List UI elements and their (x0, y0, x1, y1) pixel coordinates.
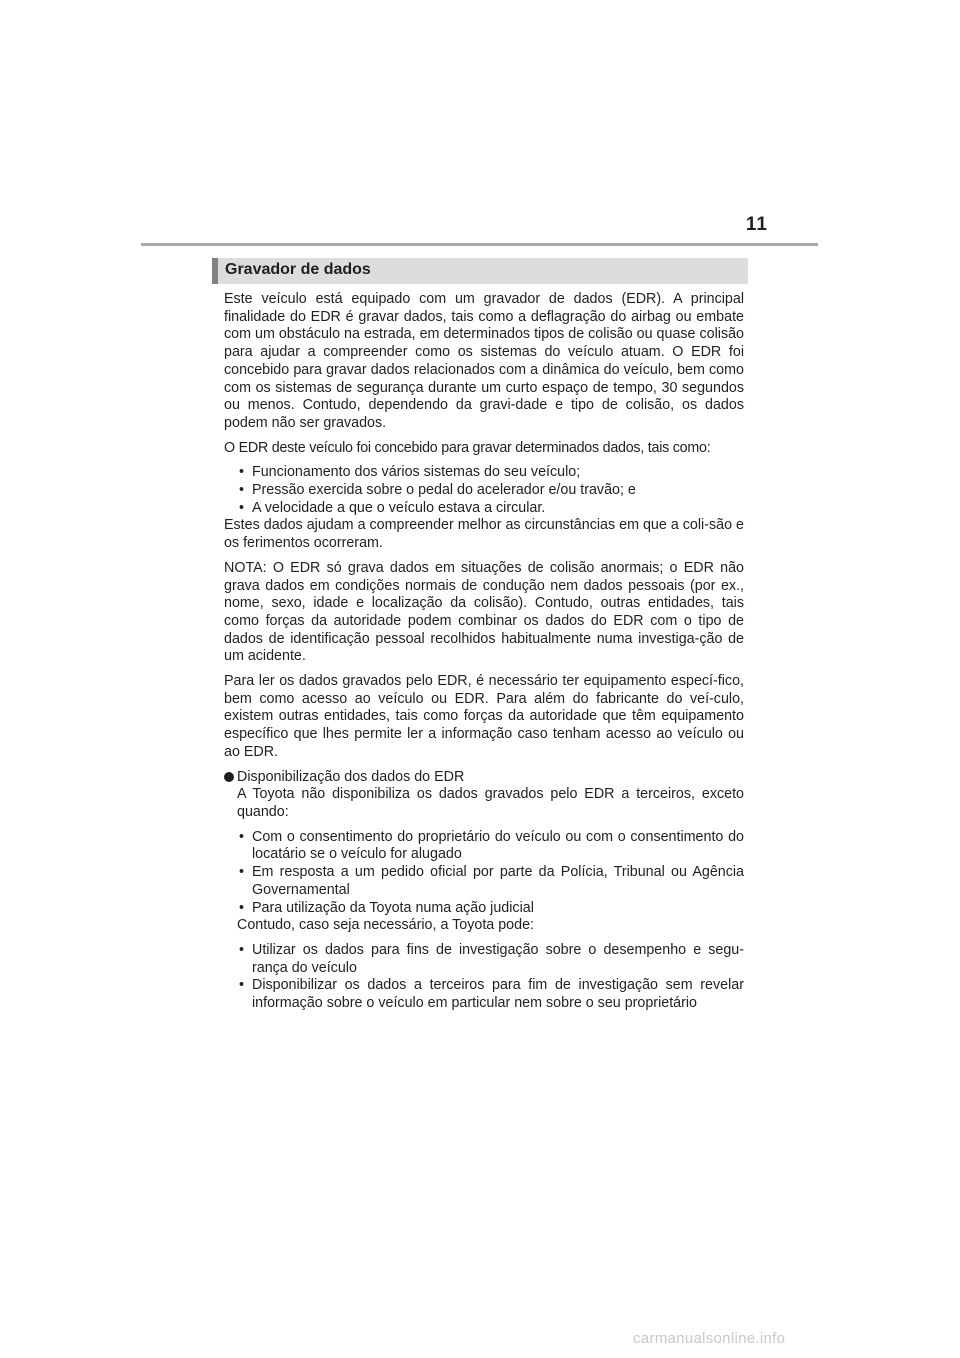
bullet-glyph: • (239, 977, 245, 994)
list-item: • Disponibilizar os dados a terceiros para fim de investigação sem revelar informação sobre o veículo em particular nem sobre o seu proprietário (239, 977, 744, 1012)
list-item: • Utilizar os dados para fins de investigação sobre o desempenho e segu-rança do veículo (239, 941, 744, 976)
help-understand-paragraph: Estes dados ajudam a compreender melhor as circunstâncias em que a coli-são e os ferimentos ocorreram. (224, 517, 744, 552)
list-item: • Em resposta a um pedido oficial por parte da Polícia, Tribunal ou Agência Governamental (239, 864, 744, 898)
intro-paragraph: Este veículo está equipado com um gravador de dados (EDR). A principal finalidade do EDR é gravar dados, tais como a deflagração do airbag ou embate com um obstáculo na estrada, em determinados tipos de colisão ou quase colisão para ajudar a compreender como os sistemas do veículo atuam. O EDR foi concebido para gravar dados relacionados com a dinâmica do veículo, bem como com os sistemas de segurança durante um curto espaço de tempo, 30 segundos ou menos. Contudo, dependendo da gravi-dade e tipo de colisão, os dados podem não ser gravados. (224, 291, 744, 431)
section-header-bar (212, 258, 218, 284)
however-text: Contudo, caso seja necessário, a Toyota pode: (237, 917, 534, 934)
header-rule (141, 243, 818, 246)
bullet-glyph: • (239, 828, 245, 845)
bullet-glyph: • (239, 941, 245, 958)
reading-paragraph: Para ler os dados gravados pelo EDR, é necessário ter equipamento especí-fico, bem como acesso ao veículo ou EDR. Para além do fabricante do veí-culo, existem outras entidades, tais como forças da autoridade que têm equipamento específico que lhes permite ler a informação caso tenham acesso ao veículo ou ao EDR. (224, 673, 744, 760)
list-item: • A velocidade a que o veículo estava a circular. (239, 499, 546, 516)
section-title: Gravador de dados (225, 261, 371, 278)
disclosure-text: A Toyota não disponibiliza os dados gravados pelo EDR a terceiros, exceto quando: (237, 786, 744, 820)
watermark: carmanualsonline.info (633, 1330, 786, 1347)
designed-for-paragraph: O EDR deste veículo foi concebido para gravar determinados dados, tais como: (224, 439, 711, 456)
list-item: • Funcionamento dos vários sistemas do seu veículo; (239, 464, 581, 481)
bullet-glyph: • (239, 464, 245, 481)
note-paragraph: NOTA: O EDR só grava dados em situações de colisão anormais; o EDR não grava dados em condições normais de condução nem dados pessoais (por ex., nome, sexo, idade e localização da colisão). Contudo, outras entidades, tais como forças da autoridade podem combinar os dados do EDR com o tipo de dados de identificação pessoal recolhidos habitualmente numa investiga-ção de um acidente. (224, 559, 744, 665)
recorded-items-list (224, 464, 744, 517)
bullet-glyph: • (239, 482, 245, 499)
list-item: • Pressão exercida sobre o pedal do acelerador e/ou travão; e (239, 482, 636, 499)
bullet-glyph: • (239, 499, 245, 516)
section-header (212, 258, 748, 284)
bullet-glyph: • (239, 864, 245, 881)
disclosure-items-list (224, 829, 744, 918)
main-content (224, 291, 744, 1018)
list-item: • Com o consentimento do proprietário do veículo ou com o consentimento do locatário se o veículo for alugado (239, 828, 744, 863)
bullet-glyph: • (239, 899, 245, 916)
list-item: • Para utilização da Toyota numa ação judicial (239, 899, 534, 916)
however-items-list (224, 942, 744, 1013)
filled-circle-icon (224, 772, 234, 782)
page-number: 11 (745, 214, 768, 235)
disclosure-heading: Disponibilização dos dados do EDR (224, 769, 744, 787)
